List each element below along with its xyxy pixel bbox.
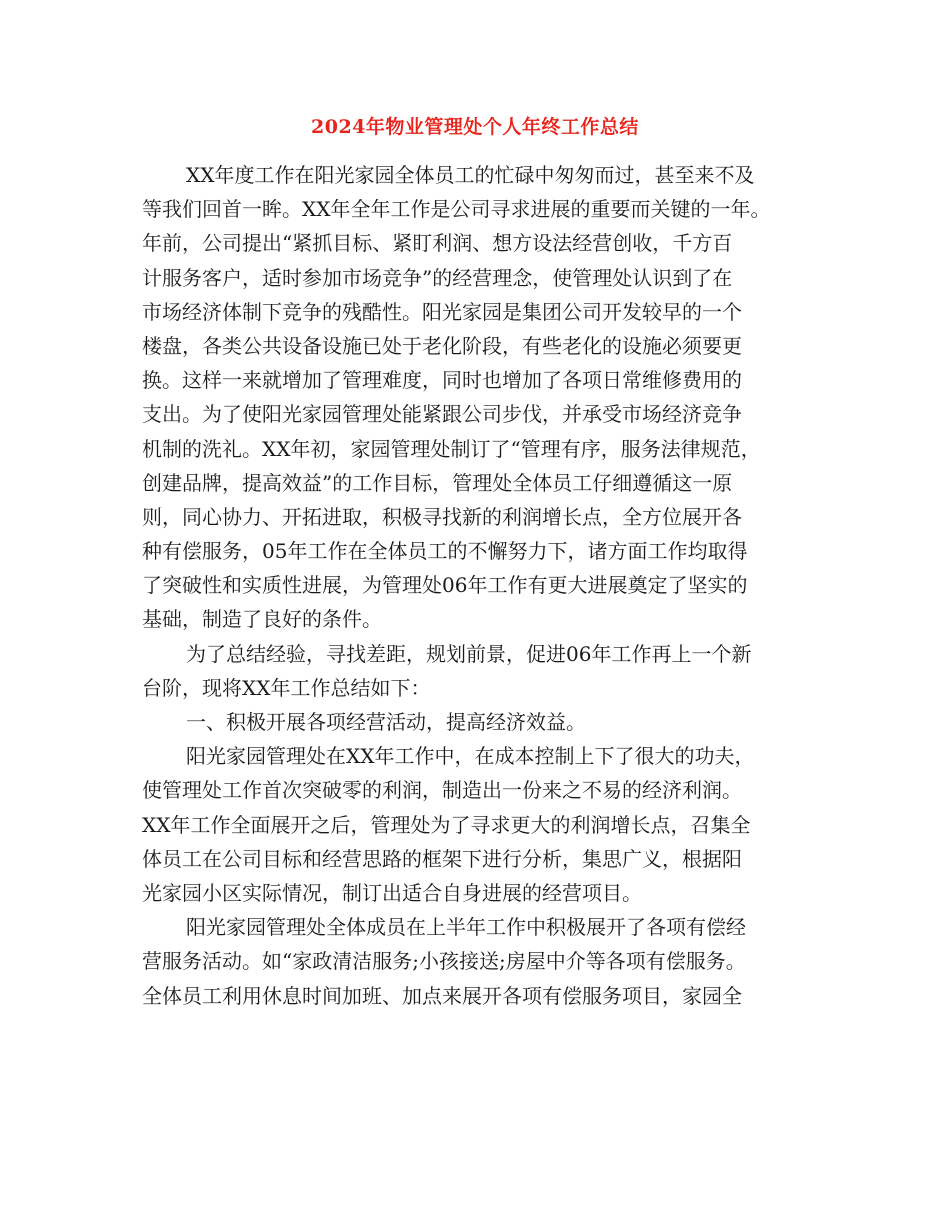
body-line: 创建品牌，提高效益”的工作目标，管理处全体员工仔细遵循这一原 (142, 470, 733, 495)
body-line: 一、积极开展各项经营活动，提高经济效益。 (186, 710, 586, 734)
body-line: 等我们回首一眸。XX年全年工作是公司寻求进展的重要而关键的一年。 (142, 197, 771, 222)
body-line: XX年度工作在阳光家园全体员工的忙碌中匆匆而过，甚至来不及 (186, 163, 755, 187)
body-line: XX年工作全面展开之后，管理处为了寻求更大的利润增长点，召集全 (142, 812, 751, 837)
body-line: 使管理处工作首次突破零的利润，制造出一份来之不易的经济利润。 (142, 778, 742, 803)
body-line: 阳光家园管理处全体成员在上半年工作中积极展开了各项有偿经 (186, 915, 746, 940)
body-line: 为了总结经验，寻找差距，规划前景，促进06年工作再上一个新 (186, 641, 752, 666)
body-line: 营服务活动。如“家政清洁服务;小孩接送;房屋中介等各项有偿服务。 (142, 949, 746, 974)
body-line: 全体员工利用休息时间加班、加点来展开各项有偿服务项目，家园全 (142, 983, 742, 1008)
document-body (142, 158, 812, 1013)
body-line: 种有偿服务，05年工作在全体员工的不懈努力下，诸方面工作均取得 (142, 539, 748, 564)
body-line: 支出。为了使阳光家园管理处能紧跟公司步伐，并承受市场经济竞争 (142, 402, 742, 427)
body-line: 机制的洗礼。XX年初，家园管理处制订了“管理有序，服务法律规范， (142, 436, 761, 461)
body-line: 台阶，现将XX年工作总结如下： (142, 675, 431, 700)
body-line: 阳光家园管理处在XX年工作中，在成本控制上下了很大的功夫， (186, 744, 755, 769)
body-line: 体员工在公司目标和经营思路的框架下进行分析，集思广义，根据阳 (142, 846, 742, 871)
body-line: 了突破性和实质性进展，为管理处06年工作有更大进展奠定了坚实的 (142, 573, 748, 598)
body-line: 楼盘，各类公共设备设施已处于老化阶段，有些老化的设施必须要更 (142, 333, 742, 358)
body-line: 基础，制造了良好的条件。 (142, 607, 382, 632)
body-line: 计服务客户，适时参加市场竞争”的经营理念，使管理处认识到了在 (142, 265, 733, 290)
body-line: 年前，公司提出“紧抓目标、紧盯利润、想方设法经营创收，千方百 (142, 231, 733, 256)
body-line: 市场经济体制下竞争的残酷性。阳光家园是集团公司开发较早的一个 (142, 299, 742, 324)
body-line: 光家园小区实际情况，制订出适合自身进展的经营项目。 (142, 880, 642, 905)
body-line: 则，同心协力、开拓进取，积极寻找新的利润增长点，全方位展开各 (142, 504, 742, 529)
document-title: 2024年物业管理处个人年终工作总结 (311, 116, 639, 138)
body-line: 换。这样一来就增加了管理难度，同时也增加了各项日常维修费用的 (142, 368, 742, 393)
